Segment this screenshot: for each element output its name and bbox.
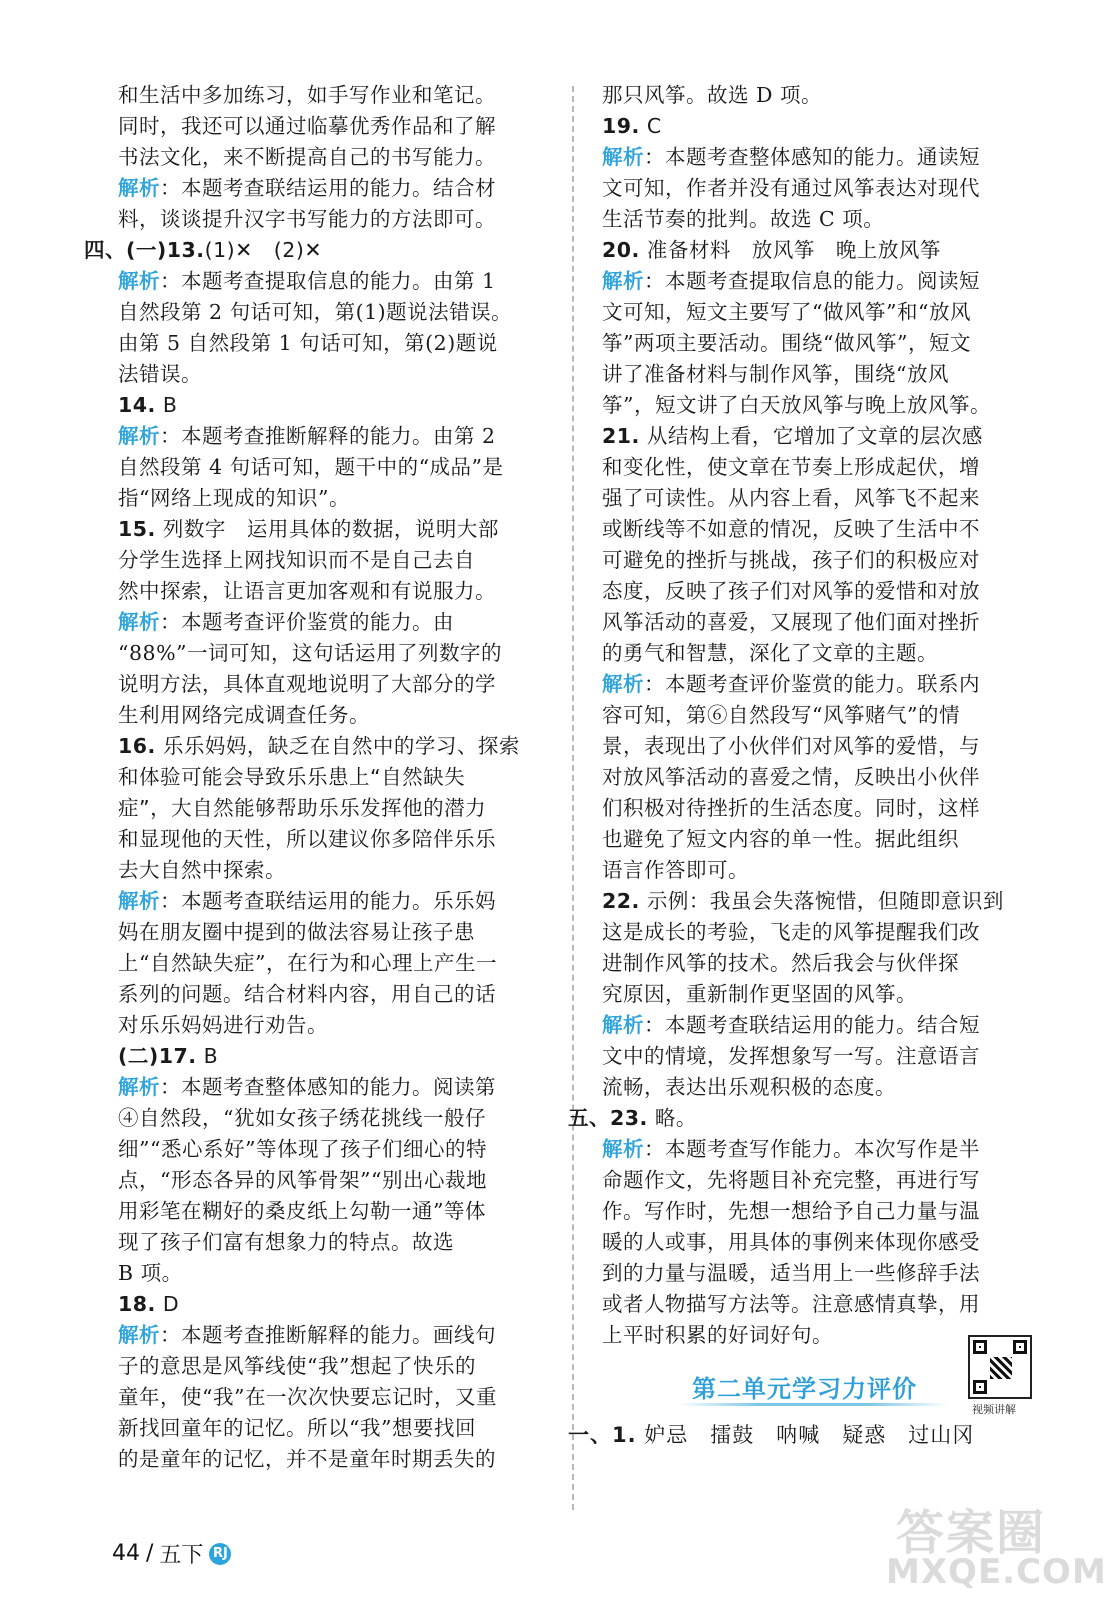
text-line xyxy=(596,576,1042,607)
text-line xyxy=(112,452,548,483)
line-text: 流畅，表达出乐观积极的态度。 xyxy=(602,1075,896,1099)
text-line xyxy=(596,979,1042,1010)
question-number: 22. xyxy=(602,889,640,913)
line-text: 也避免了短文内容的单一性。据此组织 xyxy=(602,827,959,851)
line-text: 由第 5 自然段第 1 句话可知，第(2)题说 xyxy=(118,331,498,355)
text-line xyxy=(596,390,1042,421)
text-line xyxy=(568,1103,1042,1134)
text-line xyxy=(112,948,548,979)
analysis-label: 解析 xyxy=(602,672,644,696)
text-line xyxy=(112,1041,548,1072)
unit-heading xyxy=(596,1355,1042,1415)
footer-separator: / xyxy=(146,1541,154,1566)
text-line xyxy=(112,576,548,607)
text-line xyxy=(112,886,548,917)
text-line xyxy=(596,421,1042,452)
watermark-logo: 答案圈 MXQE.COM xyxy=(886,1505,1107,1592)
text-line xyxy=(112,204,548,235)
text-line xyxy=(596,1010,1042,1041)
text-line xyxy=(112,1010,548,1041)
line-text: 或断线等不如意的情况，反映了生活中不 xyxy=(602,517,980,541)
text-line xyxy=(112,80,548,111)
line-text: 筝”两项主要活动。围绕“做风筝”，短文 xyxy=(602,331,971,355)
line-text: ：本题考查整体感知的能力。阅读第 xyxy=(160,1075,496,1099)
text-line xyxy=(596,545,1042,576)
line-text: 分学生选择上网找知识而不是自己去自 xyxy=(118,548,475,572)
text-line xyxy=(112,1196,548,1227)
text-line xyxy=(596,359,1042,390)
analysis-label: 解析 xyxy=(118,269,160,293)
line-text: 景，表现出了小伙伴们对风筝的爱惜，与 xyxy=(602,734,980,758)
line-text: 系列的问题。结合材料内容，用自己的话 xyxy=(118,982,496,1006)
line-text: 对放风筝活动的喜爱之情，反映出小伙伴 xyxy=(602,765,980,789)
text-line xyxy=(596,669,1042,700)
question-number: 21. xyxy=(602,424,640,448)
line-text: 子的意思是风筝线使“我”想起了快乐的 xyxy=(118,1354,476,1378)
line-text: 示例：我虽会失落惋惜，但随即意识到 xyxy=(639,889,1004,913)
line-text: 和显现他的天性，所以建议你多陪伴乐乐 xyxy=(118,827,496,851)
question-number: 23. xyxy=(610,1106,648,1130)
line-text: 语言作答即可。 xyxy=(602,858,749,882)
question-number: 18. xyxy=(118,1292,156,1316)
text-line xyxy=(112,142,548,173)
line-text: 到的力量与温暖，适当用上一些修辞手法 xyxy=(602,1261,980,1285)
text-line xyxy=(596,824,1042,855)
line-text: ：本题考查写作能力。本次写作是半 xyxy=(644,1137,980,1161)
qr-caption: 视频讲解 xyxy=(972,1403,1016,1416)
text-line xyxy=(112,514,548,545)
line-text: 列数字 运用具体的数据，说明大部 xyxy=(155,517,499,541)
line-text: B xyxy=(196,1044,219,1068)
text-line xyxy=(596,762,1042,793)
text-line xyxy=(112,638,548,669)
text-line xyxy=(112,266,548,297)
text-line xyxy=(596,1258,1042,1289)
text-line xyxy=(112,390,548,421)
line-text: 上平时积累的好词好句。 xyxy=(602,1323,833,1347)
text-line xyxy=(596,514,1042,545)
text-line xyxy=(596,173,1042,204)
section-marker: 四、(一) xyxy=(84,238,167,262)
text-line xyxy=(112,762,548,793)
line-text: 可避免的挫折与挑战，孩子们的积极应对 xyxy=(602,548,980,572)
page-footer xyxy=(112,1538,231,1569)
line-text: 同时，我还可以通过临摹优秀作品和了解 xyxy=(118,114,496,138)
text-line xyxy=(112,1165,548,1196)
line-text: 强了可读性。从内容上看，风筝飞不起来 xyxy=(602,486,980,510)
line-text: 指“网络上现成的知识”。 xyxy=(118,486,350,510)
text-line xyxy=(112,731,548,762)
line-text: 料，谈谈提升汉字书写能力的方法即可。 xyxy=(118,207,496,231)
right-column xyxy=(568,80,1042,1453)
edition-badge-icon: RJ xyxy=(209,1543,231,1565)
line-text: 命题作文，先将题目补充完整，再进行写 xyxy=(602,1168,980,1192)
text-line xyxy=(596,1165,1042,1196)
line-text: 现了孩子们富有想象力的特点。故选 xyxy=(118,1230,454,1254)
page-number: 44 xyxy=(112,1541,140,1566)
line-text: ：本题考查推断解释的能力。画线句 xyxy=(160,1323,496,1347)
answer-words: 妒忌 擂鼓 呐喊 疑惑 过山冈 xyxy=(644,1423,975,1447)
line-text: 那只风筝。故选 D 项。 xyxy=(602,83,822,107)
line-text: 从结构上看，它增加了文章的层次感 xyxy=(639,424,983,448)
text-line xyxy=(596,793,1042,824)
text-line xyxy=(596,855,1042,886)
text-line xyxy=(112,917,548,948)
analysis-label: 解析 xyxy=(118,1075,160,1099)
text-line xyxy=(596,297,1042,328)
line-text: 生利用网络完成调查任务。 xyxy=(118,703,370,727)
text-line xyxy=(112,483,548,514)
line-text: “88%”一词可知，这句话运用了列数字的 xyxy=(118,641,503,665)
line-text: D xyxy=(155,1292,180,1316)
question-number: 16. xyxy=(118,734,156,758)
line-text: 这是成长的考验，飞走的风筝提醒我们改 xyxy=(602,920,980,944)
text-line xyxy=(84,235,548,266)
text-line xyxy=(596,235,1042,266)
text-line xyxy=(112,297,548,328)
line-text: 态度，反映了孩子们对风筝的爱惜和对放 xyxy=(602,579,980,603)
line-text: 说明方法，具体直观地说明了大部分的学 xyxy=(118,672,496,696)
line-text: 们积极对待挫折的生活态度。同时，这样 xyxy=(602,796,980,820)
line-text: 然中探索，让语言更加客观和有说服力。 xyxy=(118,579,496,603)
line-text: ：本题考查提取信息的能力。由第 1 xyxy=(160,269,496,293)
section-one-q1 xyxy=(568,1417,1042,1453)
text-line xyxy=(112,421,548,452)
line-text: C xyxy=(639,114,662,138)
section-marker: 五、 xyxy=(568,1106,610,1130)
column-divider xyxy=(572,86,574,1510)
text-line xyxy=(596,452,1042,483)
line-text: 乐乐妈妈，缺乏在自然中的学习、探索 xyxy=(155,734,520,758)
analysis-label: 解析 xyxy=(118,610,160,634)
question-number: 14. xyxy=(118,393,156,417)
text-line xyxy=(112,359,548,390)
text-line xyxy=(596,1041,1042,1072)
line-text: 和体验可能会导致乐乐患上“自然缺失 xyxy=(118,765,466,789)
text-line xyxy=(596,1072,1042,1103)
line-text: 症”，大自然能够帮助乐乐发挥他的潜力 xyxy=(118,796,487,820)
line-text: 细”“悉心系好”等体现了孩子们细心的特 xyxy=(118,1137,487,1161)
text-line xyxy=(112,1227,548,1258)
line-text: 的勇气和智慧，深化了文章的主题。 xyxy=(602,641,938,665)
section-marker: 一、 xyxy=(568,1423,612,1447)
text-line xyxy=(112,1289,548,1320)
text-line xyxy=(112,1320,548,1351)
text-line xyxy=(112,173,548,204)
line-text: ：本题考查联结运用的能力。乐乐妈 xyxy=(160,889,496,913)
text-line xyxy=(596,328,1042,359)
line-text: 进制作风筝的技术。然后我会与伙伴探 xyxy=(602,951,959,975)
text-line xyxy=(112,669,548,700)
analysis-label: 解析 xyxy=(118,176,160,200)
question-number: 17. xyxy=(158,1044,197,1068)
right-column-lines xyxy=(568,80,1042,1351)
line-text: 童年，使“我”在一次次快要忘记时，又重 xyxy=(118,1385,497,1409)
line-text: 筝”，短文讲了白天放风筝与晚上放风筝。 xyxy=(602,393,991,417)
line-text: 妈在朋友圈中提到的做法容易让孩子患 xyxy=(118,920,475,944)
line-text: B 项。 xyxy=(118,1261,183,1285)
text-line xyxy=(112,979,548,1010)
text-line xyxy=(596,111,1042,142)
analysis-label: 解析 xyxy=(602,269,644,293)
text-line xyxy=(112,824,548,855)
question-number: 15. xyxy=(118,517,156,541)
qr-code-icon[interactable] xyxy=(968,1335,1032,1399)
line-text: 自然段第 4 句话可知，题干中的“成品”是 xyxy=(118,455,504,479)
text-line xyxy=(596,142,1042,173)
line-text: 略。 xyxy=(647,1106,697,1130)
text-line xyxy=(596,1196,1042,1227)
line-text: 对乐乐妈妈进行劝告。 xyxy=(118,1013,328,1037)
line-text: 或者人物描写方法等。注意感情真挚，用 xyxy=(602,1292,980,1316)
text-line xyxy=(596,266,1042,297)
line-text: ：本题考查联结运用的能力。结合材 xyxy=(160,176,496,200)
text-line xyxy=(112,1413,548,1444)
line-text: 上“自然缺失症”，在行为和心理上产生一 xyxy=(118,951,497,975)
text-line xyxy=(112,1444,548,1475)
text-line xyxy=(112,1134,548,1165)
line-text: 点，“形态各异的风筝骨架”“别出心裁地 xyxy=(118,1168,487,1192)
line-text: ：本题考查评价鉴赏的能力。由 xyxy=(160,610,454,634)
line-text: 准备材料 放风筝 晚上放风筝 xyxy=(639,238,941,262)
left-column xyxy=(84,80,548,1475)
text-line xyxy=(112,1258,548,1289)
question-number: 13. xyxy=(166,238,205,262)
text-line xyxy=(112,111,548,142)
text-line xyxy=(596,886,1042,917)
line-text: ：本题考查联结运用的能力。结合短 xyxy=(644,1013,980,1037)
line-text: 风筝活动的喜爱，又展现了他们面对挫折 xyxy=(602,610,980,634)
analysis-label: 解析 xyxy=(118,889,160,913)
text-line xyxy=(596,731,1042,762)
question-number: 19. xyxy=(602,114,640,138)
text-line xyxy=(112,1103,548,1134)
text-line xyxy=(112,1382,548,1413)
text-line xyxy=(596,483,1042,514)
line-text: ：本题考查整体感知的能力。通读短 xyxy=(644,145,980,169)
text-line xyxy=(596,607,1042,638)
unit-title: 第二单元学习力评价 xyxy=(692,1375,917,1403)
question-number: 20. xyxy=(602,238,640,262)
line-text: ④自然段，“犹如女孩子绣花挑线一般仔 xyxy=(118,1106,486,1130)
text-line xyxy=(112,328,548,359)
text-line xyxy=(596,917,1042,948)
line-text: 的是童年的记忆，并不是童年时期丢失的 xyxy=(118,1447,496,1471)
question-number: 1. xyxy=(612,1423,637,1447)
line-text: 生活节奏的批判。故选 C 项。 xyxy=(602,207,885,231)
unit-title-underline xyxy=(678,1403,948,1406)
line-text: 书法文化，来不断提高自己的书写能力。 xyxy=(118,145,496,169)
grade-label: 五下 xyxy=(159,1543,204,1568)
line-text: 去大自然中探索。 xyxy=(118,858,286,882)
text-line xyxy=(596,948,1042,979)
line-text: 文中的情境，发挥想象写一写。注意语言 xyxy=(602,1044,980,1068)
line-text: 和生活中多加练习，如手写作业和笔记。 xyxy=(118,83,496,107)
line-text: ：本题考查评价鉴赏的能力。联系内 xyxy=(644,672,980,696)
text-line xyxy=(112,855,548,886)
line-text: 新找回童年的记忆。所以“我”想要找回 xyxy=(118,1416,476,1440)
analysis-label: 解析 xyxy=(602,1137,644,1161)
line-text: 和变化性，使文章在节奏上形成起伏，增 xyxy=(602,455,980,479)
text-line xyxy=(112,545,548,576)
line-text: 文可知，短文主要写了“做风筝”和“放风 xyxy=(602,300,971,324)
text-line xyxy=(596,80,1042,111)
text-line xyxy=(112,700,548,731)
line-text: 文可知，作者并没有通过风筝表达对现代 xyxy=(602,176,980,200)
text-line xyxy=(596,1289,1042,1320)
analysis-label: 解析 xyxy=(118,424,160,448)
analysis-label: 解析 xyxy=(602,1013,644,1037)
line-text: 法错误。 xyxy=(118,362,202,386)
analysis-label: 解析 xyxy=(118,1323,160,1347)
text-line xyxy=(596,1227,1042,1258)
line-text: 作。写作时，先想一想给予自己力量与温 xyxy=(602,1199,980,1223)
line-text: ：本题考查提取信息的能力。阅读短 xyxy=(644,269,980,293)
line-text: 用彩笔在糊好的桑皮纸上勾勒一通”等体 xyxy=(118,1199,486,1223)
line-text: ：本题考查推断解释的能力。由第 2 xyxy=(160,424,496,448)
section-marker: (二) xyxy=(118,1044,159,1068)
line-text: 容可知，第⑥自然段写“风筝赌气”的情 xyxy=(602,703,960,727)
text-line xyxy=(112,1072,548,1103)
line-text: 自然段第 2 句话可知，第(1)题说法错误。 xyxy=(118,300,513,324)
text-line xyxy=(596,1134,1042,1165)
line-text: 究原因，重新制作更坚固的风筝。 xyxy=(602,982,917,1006)
line-text: B xyxy=(155,393,178,417)
text-line xyxy=(112,607,548,638)
line-text: 暖的人或事，用具体的事例来体现你感受 xyxy=(602,1230,980,1254)
line-text: (1)✕ (2)✕ xyxy=(204,238,323,262)
text-line xyxy=(596,638,1042,669)
line-text: 讲了准备材料与制作风筝，围绕“放风 xyxy=(602,362,949,386)
text-line xyxy=(112,793,548,824)
analysis-label: 解析 xyxy=(602,145,644,169)
text-line xyxy=(596,204,1042,235)
text-line xyxy=(112,1351,548,1382)
text-line xyxy=(596,700,1042,731)
